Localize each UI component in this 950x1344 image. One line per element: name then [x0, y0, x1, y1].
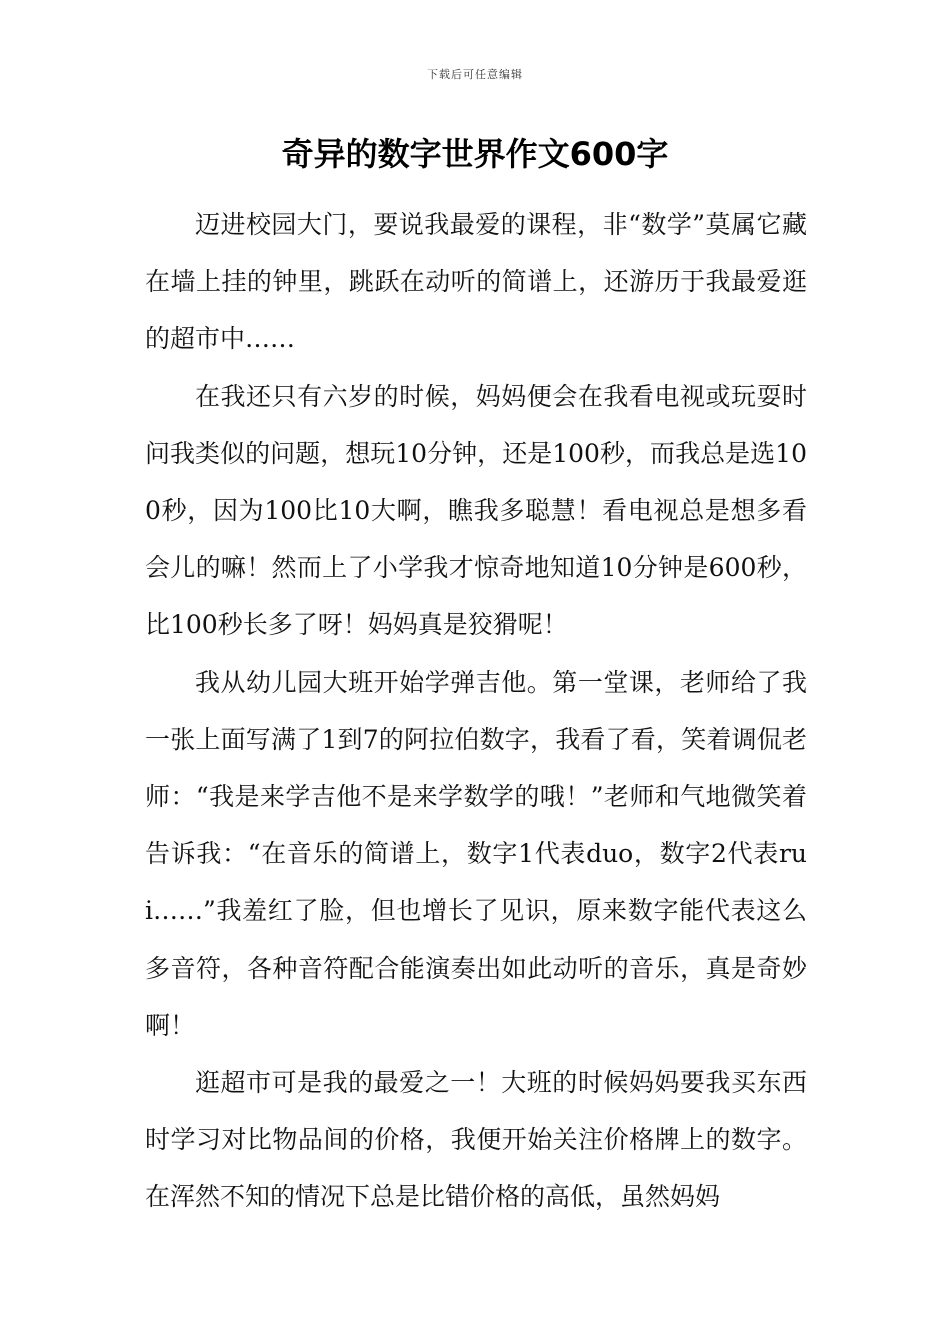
paragraph-4: 逛超市可是我的最爱之一！大班的时候妈妈要我买东西时学习对比物品间的价格，我便开始关注价格牌上的数字。在浑然不知的情况下总是比错价格的高低，虽然妈妈 [145, 1068, 807, 1212]
header-note: 下载后可任意编辑 [427, 68, 523, 81]
document-title: 奇异的数字世界作文600字 [281, 135, 669, 173]
document-body [145, 196, 807, 1226]
paragraph-1: 迈进校园大门，要说我最爱的课程，非“数学”莫属它藏在墙上挂的钟里，跳跃在动听的简谱上，还游历于我最爱逛的超市中…… [145, 210, 807, 354]
paragraph-3: 我从幼儿园大班开始学弹吉他。第一堂课，老师给了我一张上面写满了1到7的阿拉伯数字，我看了看，笑着调侃老师：“我是来学吉他不是来学数学的哦！”老师和气地微笑着告诉我：“在音乐的简谱上，数字1代表duo，数字2代表rui……”我羞红了脸，但也增长了见识，原来数字能代表这么多音符，各种音符配合能演奏出如此动听的音乐，真是奇妙啊！ [145, 667, 807, 1040]
paragraph-2: 在我还只有六岁的时候，妈妈便会在我看电视或玩耍时问我类似的问题，想玩10分钟，还是100秒，而我总是选100秒，因为100比10大啊，瞧我多聪慧！看电视总是想多看会儿的嘛！然而上了小学我才惊奇地知道10分钟是600秒，比100秒长多了呀！妈妈真是狡猾呢！ [145, 381, 807, 640]
